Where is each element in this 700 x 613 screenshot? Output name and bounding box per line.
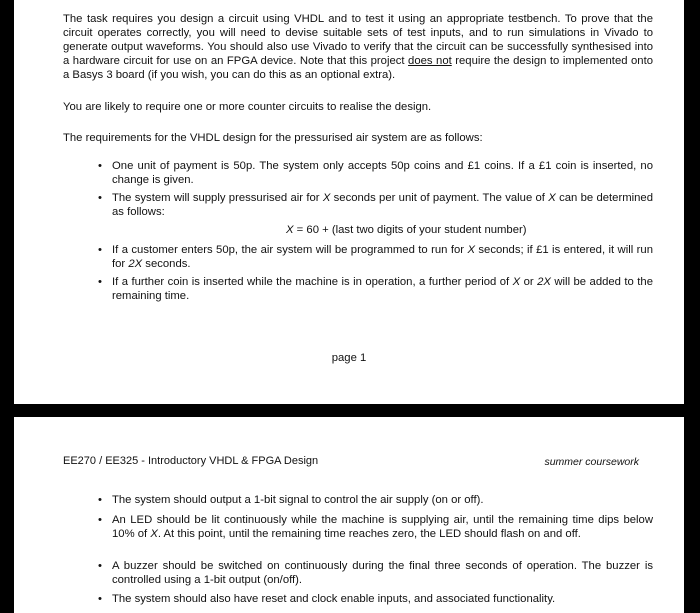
bullet-text: will be added to the remaining time. xyxy=(112,276,653,303)
bullet-text: seconds per unit of payment. The value of xyxy=(330,192,549,204)
variable-x: X xyxy=(467,244,475,256)
bullet-text: One unit of payment is 50p. The system only accepts 50p coins and £1 coins. If a £1 coin is inserted, no change is given. xyxy=(112,160,653,187)
variable-x: X xyxy=(548,192,556,204)
requirement-bullet-buzzer xyxy=(98,559,653,587)
coursework-label: summer coursework xyxy=(544,456,639,468)
page-number: page 1 xyxy=(331,352,367,364)
bullet-text: The system should also have reset and clock enable inputs, and associated functionality. xyxy=(112,593,556,605)
bullet-text: seconds. xyxy=(142,258,191,271)
bullet-dot: • xyxy=(98,593,102,605)
formula xyxy=(286,223,527,237)
bullet-text: If a further coin is inserted while the machine is in operation, a further period of xyxy=(112,276,513,288)
variable-x: X xyxy=(322,192,331,204)
requirement-bullet-air-output xyxy=(98,493,653,507)
bullet-text: . At this point, until the remaining time reaches zero, the LED should flash on and off. xyxy=(157,528,581,541)
bullet-dot: • xyxy=(98,160,102,172)
requirements-intro: The requirements for the VHDL design for the pressurised air system are as follows: xyxy=(63,132,483,144)
bullet-dot: • xyxy=(98,514,102,526)
bullet-dot: • xyxy=(98,276,102,288)
bullet-text: The system will supply pressurised air for xyxy=(112,192,323,204)
intro-text: The task requires you design a circuit using VHDL and to test it using an appropriate testbench. To prove that the circuit operates correctly, you will need to devise suitable sets of test inputs, and to run simulations in Vivado to generate output waveforms. You should also use Vivado to verify that the circuit can be successfully synthesised into a hardware circuit for use on an FPGA device. Note that this project xyxy=(63,13,653,68)
bullet-text: If a customer enters 50p, the air system will be programmed to run for xyxy=(112,244,468,256)
formula-text: = 60 + (last two digits of your student number) xyxy=(293,224,527,236)
bullet-text: A buzzer should be switched on continuously during the final three seconds of operation. The buzzer is controlled using a 1-bit output (on/off). xyxy=(112,560,653,587)
variable-2x: 2X xyxy=(537,276,551,288)
variable-x: X xyxy=(150,528,158,541)
bullet-text: An LED should be lit continuously while the machine is supplying air, until the remaining time dips below 10% of xyxy=(112,514,653,541)
intro-end-text: require the design to implemented onto a Basys 3 board (if you wish, you can do this as an optional extra). xyxy=(63,55,653,82)
variable-x: X xyxy=(512,276,521,288)
bullet-text: or xyxy=(520,276,538,288)
intro-underlined-text: does not xyxy=(408,55,452,68)
variable-2x: 2X xyxy=(128,258,143,271)
requirement-bullet-duration xyxy=(98,191,653,219)
intro-paragraph xyxy=(63,12,653,82)
bullet-text: can be determined as follows: xyxy=(112,192,653,219)
document-page-2 xyxy=(14,417,684,613)
variable-x: X xyxy=(286,224,294,236)
bullet-dot: • xyxy=(98,560,102,572)
requirement-bullet-payment xyxy=(98,159,653,187)
counter-note: You are likely to require one or more counter circuits to realise the design. xyxy=(63,101,432,113)
bullet-dot: • xyxy=(98,244,102,256)
requirement-bullet-further-coin xyxy=(98,275,653,303)
bullet-dot: • xyxy=(98,192,102,204)
requirement-bullet-reset xyxy=(98,592,653,606)
course-header: EE270 / EE325 - Introductory VHDL & FPGA Design xyxy=(63,455,319,467)
bullet-text: seconds; if £1 is entered, it will run for xyxy=(112,244,653,271)
requirement-bullet-run-time xyxy=(98,243,653,271)
bullet-text: The system should output a 1-bit signal to control the air supply (on or off). xyxy=(112,494,484,506)
requirement-bullet-led xyxy=(98,513,653,541)
document-page-1 xyxy=(14,0,684,404)
bullet-dot: • xyxy=(98,494,102,506)
